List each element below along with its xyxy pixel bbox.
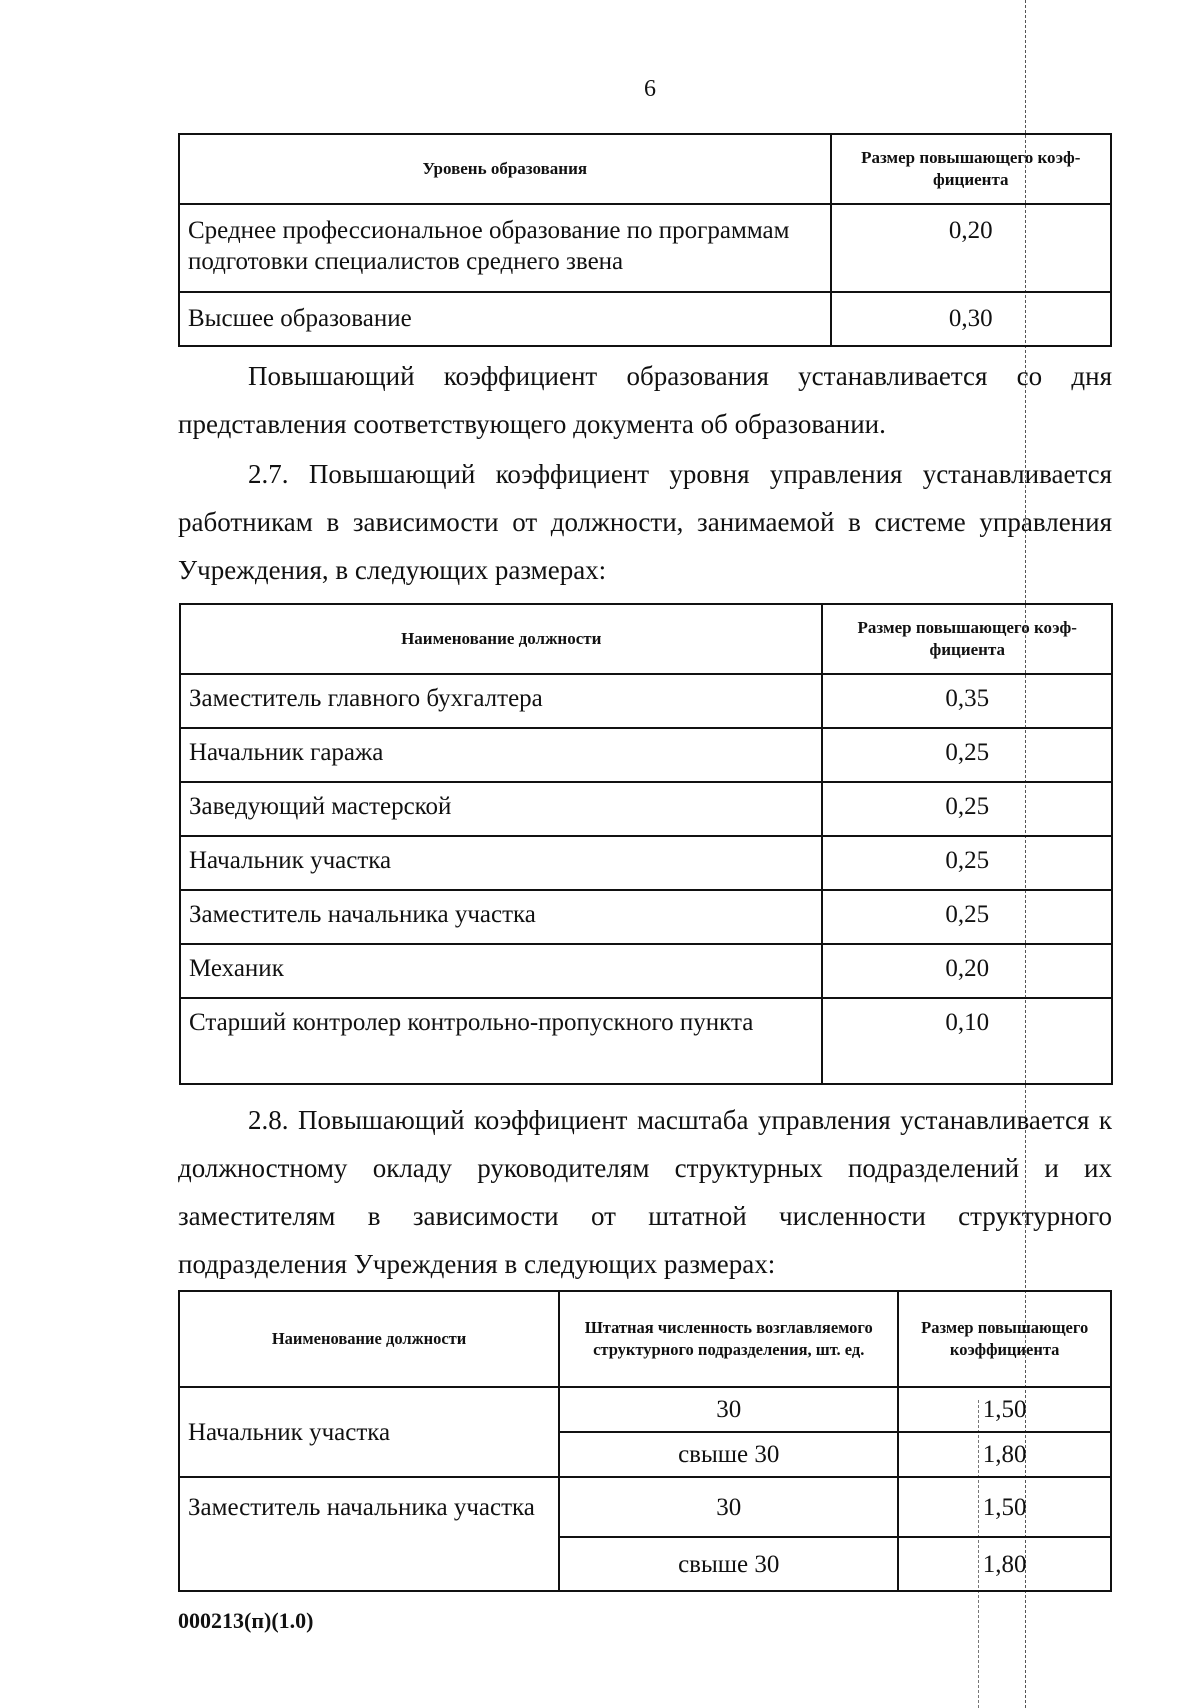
column-header: Размер повышающего коэф-фициента — [822, 604, 1112, 674]
staff-count-cell: свыше 30 — [559, 1537, 898, 1591]
table-row — [180, 782, 1112, 836]
education-coefficient-table — [178, 133, 1112, 347]
coefficient-cell: 0,25 — [822, 890, 1112, 944]
table-row — [180, 728, 1112, 782]
coefficient-cell: 1,50 — [898, 1387, 1111, 1432]
column-header: Штатная численность возглавляемого структурного подразделения, шт. ед. — [559, 1291, 898, 1387]
table-row — [179, 204, 1111, 292]
coefficient-cell: 1,80 — [898, 1432, 1111, 1477]
coefficient-cell: 0,10 — [822, 998, 1112, 1084]
position-name-cell: Начальник участка — [180, 836, 822, 890]
paragraph-text: Повышающий коэффициент образования устанавливается со дня представления соответствующего документа об образовании. — [178, 361, 1112, 439]
position-name-cell: Начальник гаража — [180, 728, 822, 782]
table-row — [180, 836, 1112, 890]
table-row — [180, 674, 1112, 728]
position-name-cell: Заведующий мастерской — [180, 782, 822, 836]
coefficient-cell: 0,35 — [822, 674, 1112, 728]
paragraph-text: 2.8. Повышающий коэффициент масштаба управления устанавливается к должностному окладу руководителям структурных подразделений и их заместителям в зависимости от штатной численности структурного подразделения Учреждения в следующих размерах: — [178, 1105, 1112, 1279]
coefficient-cell: 0,25 — [822, 782, 1112, 836]
table-row — [179, 292, 1111, 346]
table-row — [179, 1387, 1111, 1432]
coefficient-cell: 1,50 — [898, 1477, 1111, 1537]
page-number: 6 — [644, 76, 656, 102]
staff-count-cell: свыше 30 — [559, 1432, 898, 1477]
coefficient-cell: 0,30 — [831, 292, 1111, 346]
paragraph-2-8 — [178, 1096, 1112, 1288]
coefficient-cell: 0,20 — [822, 944, 1112, 998]
coefficient-cell: 0,25 — [822, 728, 1112, 782]
paragraph-text: 2.7. Повышающий коэффициент уровня управления устанавливается работникам в зависимости от должности, занимаемой в системе управления Учреждения, в следующих размерах: — [178, 459, 1112, 585]
position-name-cell: Заместитель главного бухгалтера — [180, 674, 822, 728]
staff-count-cell: 30 — [559, 1387, 898, 1432]
position-name-cell: Механик — [180, 944, 822, 998]
paragraph-education-start — [178, 352, 1112, 448]
table-row — [179, 1477, 1111, 1537]
column-header: Наименование должности — [180, 604, 822, 674]
paragraph-2-7 — [178, 450, 1112, 594]
document-code: 000213(п)(1.0) — [178, 1608, 314, 1633]
position-name-cell: Заместитель начальника участка — [180, 890, 822, 944]
table-header-row — [180, 604, 1112, 674]
column-header: Размер повышающего коэффициента — [898, 1291, 1111, 1387]
table-row — [180, 998, 1112, 1084]
coefficient-cell: 0,20 — [831, 204, 1111, 292]
management-scale-table — [178, 1290, 1112, 1592]
staff-count-cell: 30 — [559, 1477, 898, 1537]
table-row — [180, 944, 1112, 998]
coefficient-cell: 1,80 — [898, 1537, 1111, 1591]
coefficient-cell: 0,25 — [822, 836, 1112, 890]
education-level-cell: Среднее профессиональное образование по программам подготовки специалистов среднего звена — [179, 204, 831, 292]
management-level-table — [179, 603, 1113, 1085]
table-header-row — [179, 1291, 1111, 1387]
column-header: Наименование должности — [179, 1291, 559, 1387]
position-name-cell: Заместитель начальника участка — [179, 1477, 559, 1591]
column-header: Размер повышающего коэф-фициента — [831, 134, 1111, 204]
column-header: Уровень образования — [179, 134, 831, 204]
table-header-row — [179, 134, 1111, 204]
position-name-cell: Старший контролер контрольно-пропускного пункта — [180, 998, 822, 1084]
table-row — [180, 890, 1112, 944]
education-level-cell: Высшее образование — [179, 292, 831, 346]
position-name-cell: Начальник участка — [179, 1387, 559, 1477]
